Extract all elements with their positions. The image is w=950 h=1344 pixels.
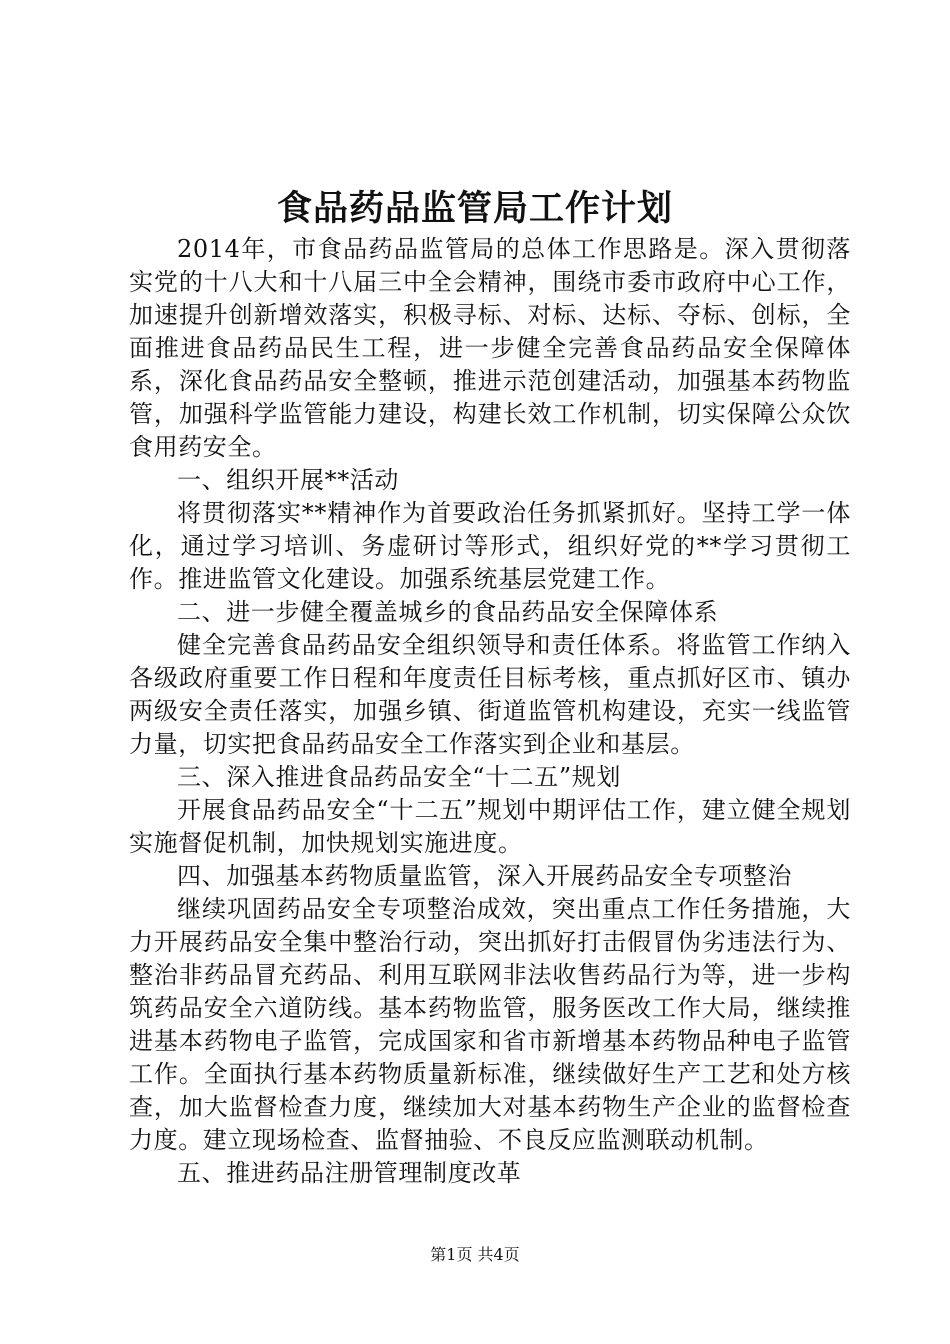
section-heading-3: 三、深入推进食品药品安全“十二五”规划 bbox=[177, 763, 621, 791]
document-body bbox=[129, 233, 851, 1190]
paragraph-intro: 2014年，市食品药品监管局的总体工作思路是。深入贯彻落实党的十八大和十八届三中全会精神，围绕市委市政府中心工作，加速提升创新增效落实，积极寻标、对标、达标、夺标、创标，全面推进食品药品民生工程，进一步健全完善食品药品安全保障体系，深化食品药品安全整顿，推进示范创建活动，加强基本药物监管，加强科学监管能力建设，构建长效工作机制，切实保障公众饮食用药安全。 bbox=[129, 235, 851, 461]
section-heading-5: 五、推进药品注册管理制度改革 bbox=[177, 1159, 522, 1187]
paragraph-section-3: 开展食品药品安全“十二五”规划中期评估工作，建立健全规划实施督促机制，加快规划实施进度。 bbox=[129, 796, 851, 857]
paragraph-section-2: 健全完善食品药品安全组织领导和责任体系。将监管工作纳入各级政府重要工作日程和年度责任目标考核，重点抓好区市、镇办两级安全责任落实，加强乡镇、街道监管机构建设，充实一线监管力量，切实把食品药品安全工作落实到企业和基层。 bbox=[129, 631, 851, 758]
page-number: 第1页 共4页 bbox=[430, 1245, 520, 1264]
section-heading-1: 一、组织开展**活动 bbox=[177, 466, 399, 494]
section-heading-2: 二、进一步健全覆盖城乡的食品药品安全保障体系 bbox=[177, 598, 719, 626]
paragraph-section-1: 将贯彻落实**精神作为首要政治任务抓紧抓好。坚持工学一体化，通过学习培训、务虚研讨等形式，组织好党的**学习贯彻工作。推进监管文化建设。加强系统基层党建工作。 bbox=[129, 499, 851, 593]
document-title: 食品药品监管局工作计划 bbox=[276, 188, 673, 229]
section-heading-4: 四、加强基本药物质量监管，深入开展药品安全专项整治 bbox=[177, 862, 792, 890]
paragraph-section-4: 继续巩固药品安全专项整治成效，突出重点工作任务措施，大力开展药品安全集中整治行动，突出抓好打击假冒伪劣违法行为、整治非药品冒充药品、利用互联网非法收售药品行为等，进一步构筑药品安全六道防线。基本药物监管，服务医改工作大局，继续推进基本药物电子监管，完成国家和省市新增基本药物品种电子监管工作。全面执行基本药物质量新标准，继续做好生产工艺和处方核查，加大监督检查力度，继续加大对基本药物生产企业的监督检查力度。建立现场检查、监督抽验、不良反应监测联动机制。 bbox=[129, 895, 851, 1154]
